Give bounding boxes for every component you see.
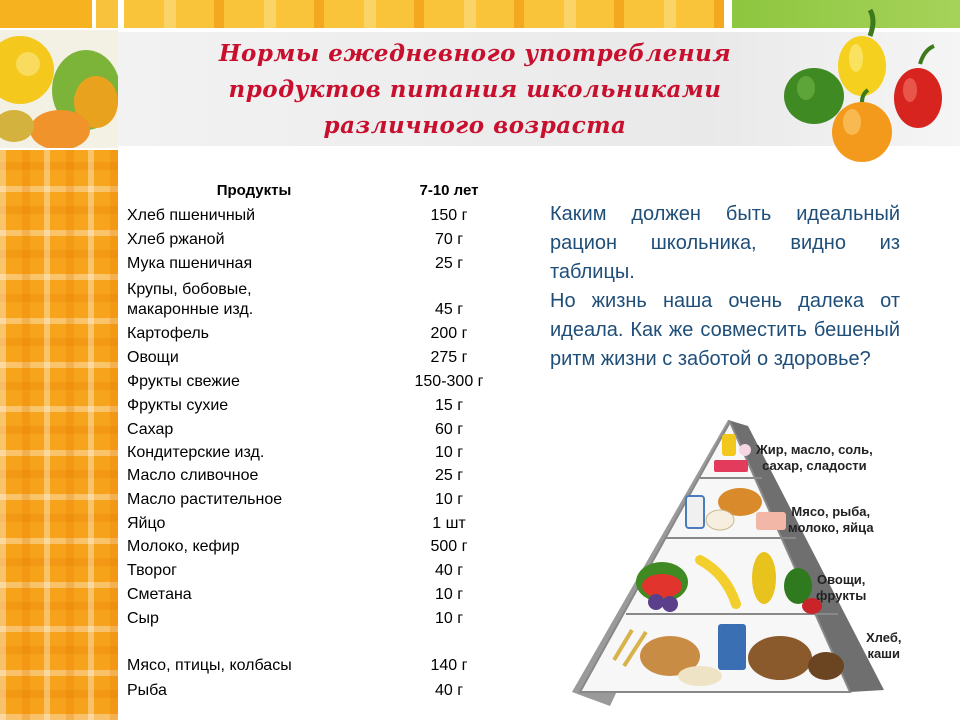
table-row-value: 10 г <box>434 444 464 461</box>
plaid-band <box>0 150 118 720</box>
fruit-photo <box>0 30 118 148</box>
table-row-value: 70 г <box>434 231 464 248</box>
pyramid-label-vegetables <box>816 572 866 604</box>
pyramid-label-protein <box>788 504 874 536</box>
peppers-image <box>770 4 960 194</box>
table-row-value: 10 г <box>434 586 464 603</box>
table-row-value: 150-300 г <box>414 373 484 390</box>
table-row-name: Молоко, кефир <box>127 538 240 555</box>
table-row-value: 10 г <box>434 491 464 508</box>
table-row-name: Сметана <box>127 586 192 603</box>
table-row-value: 25 г <box>434 255 464 272</box>
pyramid-label-fats <box>756 442 873 474</box>
table-row-name: Фрукты сухие <box>127 397 229 414</box>
side-paragraph-1: Каким должен быть идеальный рацион школьника, видно из таблицы. <box>550 203 900 283</box>
pyramid-label-fats-line-2: сахар, сладости <box>762 458 867 473</box>
table-row-name-continued: макаронные изд. <box>127 301 254 318</box>
title-line-3: различного возраста <box>323 112 627 139</box>
table-row-name: Сыр <box>127 610 159 627</box>
side-text <box>550 200 900 374</box>
table-row-value: 25 г <box>434 467 464 484</box>
pyramid-label-protein-line-2: молоко, яйца <box>788 520 874 535</box>
table-row-value: 275 г <box>430 349 468 366</box>
pyramid-label-protein-line-1: Мясо, рыба, <box>791 504 871 519</box>
pyramid-label-vegetables-line-2: фрукты <box>816 588 867 603</box>
table-row-name: Хлеб пшеничный <box>127 207 256 224</box>
table-row-name: Мука пшеничная <box>127 255 253 272</box>
pyramid-label-vegetables-line-1: Овощи, <box>816 572 866 587</box>
table-row-name: Картофель <box>127 325 210 342</box>
table-row-name: Масло сливочное <box>127 467 259 484</box>
food-pyramid <box>550 410 960 710</box>
table-row-value: 500 г <box>430 538 468 555</box>
food-pyramid-graphic <box>550 410 960 710</box>
pyramid-label-fats-line-1: Жир, масло, соль, <box>756 442 873 457</box>
pyramid-label-grains <box>866 630 901 662</box>
title-line-1: Нормы ежедневного употребления <box>218 40 732 67</box>
table-row-value: 150 г <box>430 207 468 224</box>
pyramid-label-grains-line-1: Хлеб, <box>866 630 902 645</box>
table-row-name: Творог <box>127 562 177 579</box>
table-row-value: 10 г <box>434 610 464 627</box>
table-row-name: Масло растительное <box>127 491 283 508</box>
table-row-value: 15 г <box>434 397 464 414</box>
table-row-value: 45 г <box>434 301 464 318</box>
table-header-products: Продукты <box>216 182 292 199</box>
table-row-name: Овощи <box>127 349 179 366</box>
title-line-2: продуктов питания школьниками <box>228 76 722 103</box>
side-paragraph-2: Но жизнь наша очень далека от идеала. Как же совместить бешеный ритм жизни с заботой о здоровье? <box>550 290 900 370</box>
page-title <box>170 36 780 144</box>
table-row-value: 1 шт <box>432 515 466 532</box>
table-row-name: Крупы, бобовые, <box>127 281 252 298</box>
table-row-name: Кондитерские изд. <box>127 444 265 461</box>
table-row-value: 40 г <box>434 682 464 699</box>
table-row-name: Яйцо <box>127 515 166 532</box>
table-row-name: Фрукты свежие <box>127 373 240 390</box>
table-row-name: Мясо, птицы, колбасы <box>127 657 292 674</box>
table-row-value: 40 г <box>434 562 464 579</box>
table-header-age: 7-10 лет <box>419 182 479 199</box>
table-row-value: 60 г <box>434 421 464 438</box>
table-row-name: Сахар <box>127 421 174 438</box>
table-row-value: 200 г <box>430 325 468 342</box>
table-row-value: 140 г <box>430 657 468 674</box>
pyramid-label-grains-line-2: каши <box>867 646 901 661</box>
table-row-name: Рыба <box>127 682 167 699</box>
table-row-name: Хлеб ржаной <box>127 231 225 248</box>
